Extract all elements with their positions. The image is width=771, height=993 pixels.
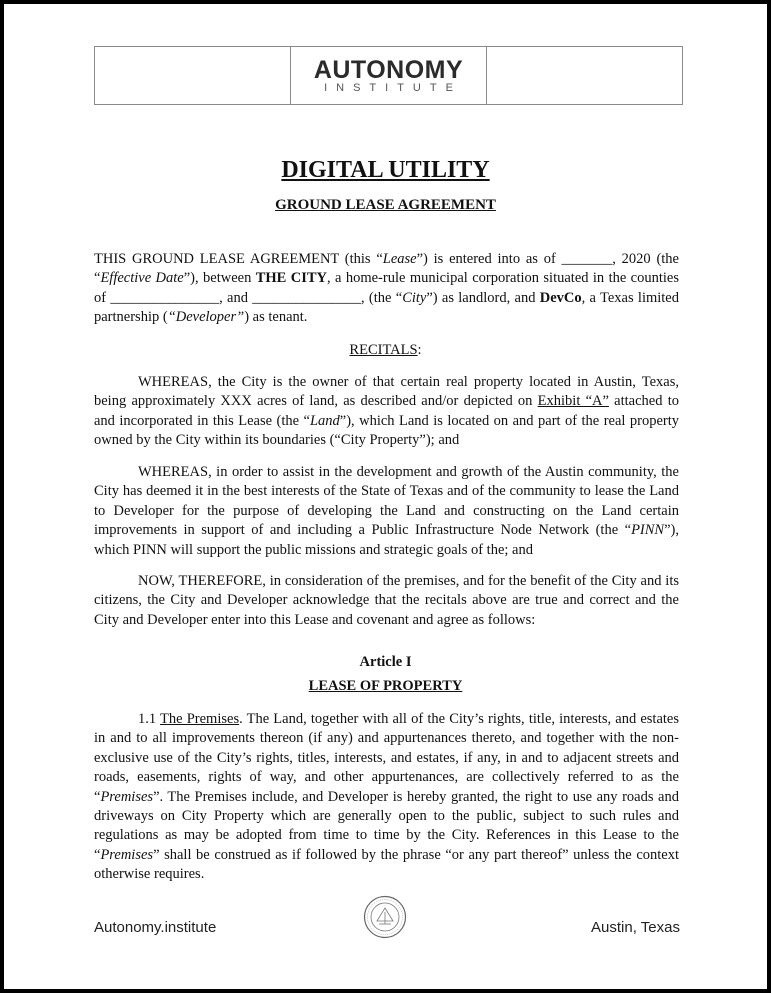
logo-name: AUTONOMY [313,55,464,84]
now-therefore-paragraph: NOW, THEREFORE, in consideration of the premises, and for the benefit of the City and its citizens, the City and Developer acknowledge that the recitals above are true and correct and the City and Developer enter into this Lease and covenant and agree as follows: [94,573,679,628]
article-title: LEASE OF PROPERTY [308,678,463,694]
footer-location: Austin, Texas [591,919,680,936]
recitals-heading: RECITALS: [349,342,422,358]
logo-subtitle: INSTITUTE [324,81,462,94]
whereas-paragraph-1: WHEREAS, the City is the owner of that certain real property located in Austin, Texas, being approximately XXX acres of land, as described and/or depicted on Exhibit “A” attached to and incorporated in this Lease (the “Land”), which Land is located on and part of the real property owned by the City within its boundaries (“City Property”); and [94,374,679,449]
intro-paragraph: THIS GROUND LEASE AGREEMENT (this “Lease”) is entered into as of _______, 2020 (the “Effective Date”), between THE CITY, a home-rule municipal corporation situated in the counties of _______________, and _______________, (the “City”) as landlord, and DevCo, a Texas limited partnership (“Developer”) as tenant. [94,251,679,326]
section-1-1-paragraph: 1.1 The Premises. The Land, together with all of the City’s rights, title, interests, and estates in and to all improvements thereon (if any) and appurtenances thereto, and together with the non-exclusive use of the City’s rights, titles, interests, and estates, if any, in and to adjacent streets and roads, easements, rights of way, and other appurtenances, are collectively referred to as the “Premises”. The Premises include, and Developer is hereby granted, the right to use any roads and driveways on City Property which are generally open to the public, subject to such rules and regulations as may be adopted from time to time by the City. References in this Lease to the “Premises” shall be construed as if followed by the phrase “or any part thereof” unless the context otherwise requires. [94,711,679,883]
document-subtitle: GROUND LEASE AGREEMENT [275,197,496,213]
article-number: Article I [359,654,412,670]
header-cell-right [487,47,682,104]
footer-website: Autonomy.institute [94,919,217,936]
city-seal-icon [363,895,407,939]
header-logo-cell [291,47,487,104]
header-cell-left [95,47,291,104]
whereas-paragraph-2: WHEREAS, in order to assist in the development and growth of the Austin community, the City has deemed it in the best interests of the State of Texas and of the community to lease the Land to Developer for the purpose of developing the Land and constructing on the Land certain improvements in support of and including a Public Infrastructure Node Network (the “PINN”), which PINN will support the public missions and strategic goals of the; and [94,464,679,558]
document-title: DIGITAL UTILITY [281,157,490,183]
header-table [94,46,683,105]
